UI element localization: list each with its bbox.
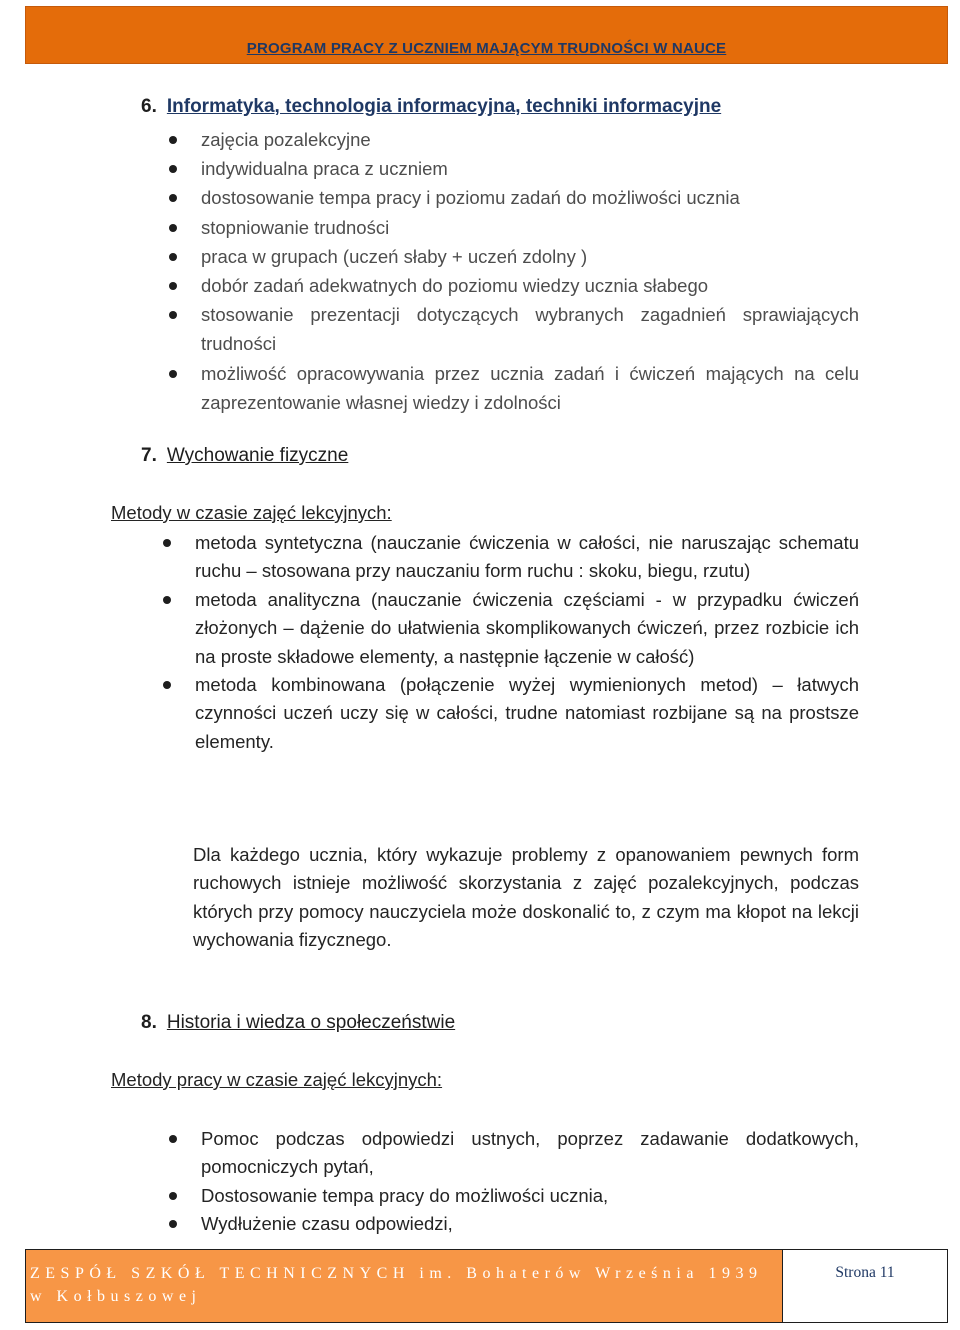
list-item: zajęcia pozalekcyjne (166, 125, 859, 154)
header-banner (25, 6, 948, 64)
list-item: stosowanie prezentacji dotyczących wybranych zagadnień sprawiających trudności (166, 300, 859, 358)
list-item: Dostosowanie tempa pracy do możliwości ucznia, (166, 1182, 859, 1210)
list-item: Pomoc podczas odpowiedzi ustnych, poprzez zadawanie dodatkowych, pomocniczych pytań, (166, 1125, 859, 1182)
list-item: Wydłużenie czasu odpowiedzi, (166, 1210, 859, 1238)
section-7-list (160, 529, 859, 756)
section-6-number: 6. (141, 96, 157, 117)
section-8-title: Historia i wiedza o społeczeństwie (166, 1012, 456, 1033)
school-name-line-2: w Kołbuszowej (30, 1288, 202, 1305)
section-7-note: Dla każdego ucznia, który wykazuje problemy z opanowaniem pewnych form ruchowych istnieje możliwość skorzystania z zajęć pozalekcyjnych, podczas których przy pomocy nauczyciela może doskonalić to, z czym ma kłopot na lekcji wychowania fizycznego. (193, 844, 859, 950)
section-7-heading (141, 445, 348, 467)
list-item: stopniowanie trudności (166, 213, 859, 242)
school-name-block (26, 1250, 782, 1322)
section-6-list (166, 125, 859, 417)
section-6-heading (141, 96, 721, 118)
section-7-number: 7. (141, 445, 157, 466)
list-item: metoda kombinowana (połączenie wyżej wymienionych metod) – łatwych czynności uczeń uczy się w całości, trudne natomiast rozbijane są na prostsze elementy. (160, 671, 859, 756)
list-item: możliwość opracowywania przez ucznia zadań i ćwiczeń mających na celu zaprezentowanie własnej wiedzy i zdolności (166, 359, 859, 417)
list-item: dobór zadań adekwatnych do poziomu wiedzy ucznia słabego (166, 271, 859, 300)
school-name-line-1: ZESPÓŁ SZKÓŁ TECHNICZNYCH im. Bohaterów Września 1939 (30, 1265, 763, 1282)
page-footer (25, 1249, 948, 1323)
section-6-title: Informatyka, technologia informacyjna, techniki informacyjne (166, 96, 722, 117)
list-item: praca w grupach (uczeń słaby + uczeń zdolny ) (166, 242, 859, 271)
list-item: metoda analityczna (nauczanie ćwiczenia częściami - w przypadku ćwiczeń złożonych – dążenie do ułatwienia skomplikowanych ćwiczeń, przez rozbicie ich na proste składowe elementy, a następnie łączenie w całość) (160, 586, 859, 671)
section-7-subheading: Metody w czasie zajęć lekcyjnych: (111, 502, 392, 523)
list-item: metoda syntetyczna (nauczanie ćwiczenia w całości, nie naruszając schematu ruchu – stosowana przy nauczaniu form ruchu : skoku, biegu, rzutu) (160, 529, 859, 586)
section-8-heading (141, 1012, 455, 1034)
page-number: Strona 11 (782, 1250, 947, 1322)
section-8-number: 8. (141, 1012, 157, 1033)
section-8-subheading: Metody pracy w czasie zajęć lekcyjnych: (111, 1069, 443, 1090)
list-item: dostosowanie tempa pracy i poziomu zadań do możliwości ucznia (166, 183, 859, 212)
section-7-title: Wychowanie fizyczne (166, 445, 349, 466)
section-8-list (166, 1125, 859, 1239)
list-item: indywidualna praca z uczniem (166, 154, 859, 183)
document-title: PROGRAM PRACY Z UCZNIEM MAJĄCYM TRUDNOŚCI W NAUCE (246, 40, 727, 57)
